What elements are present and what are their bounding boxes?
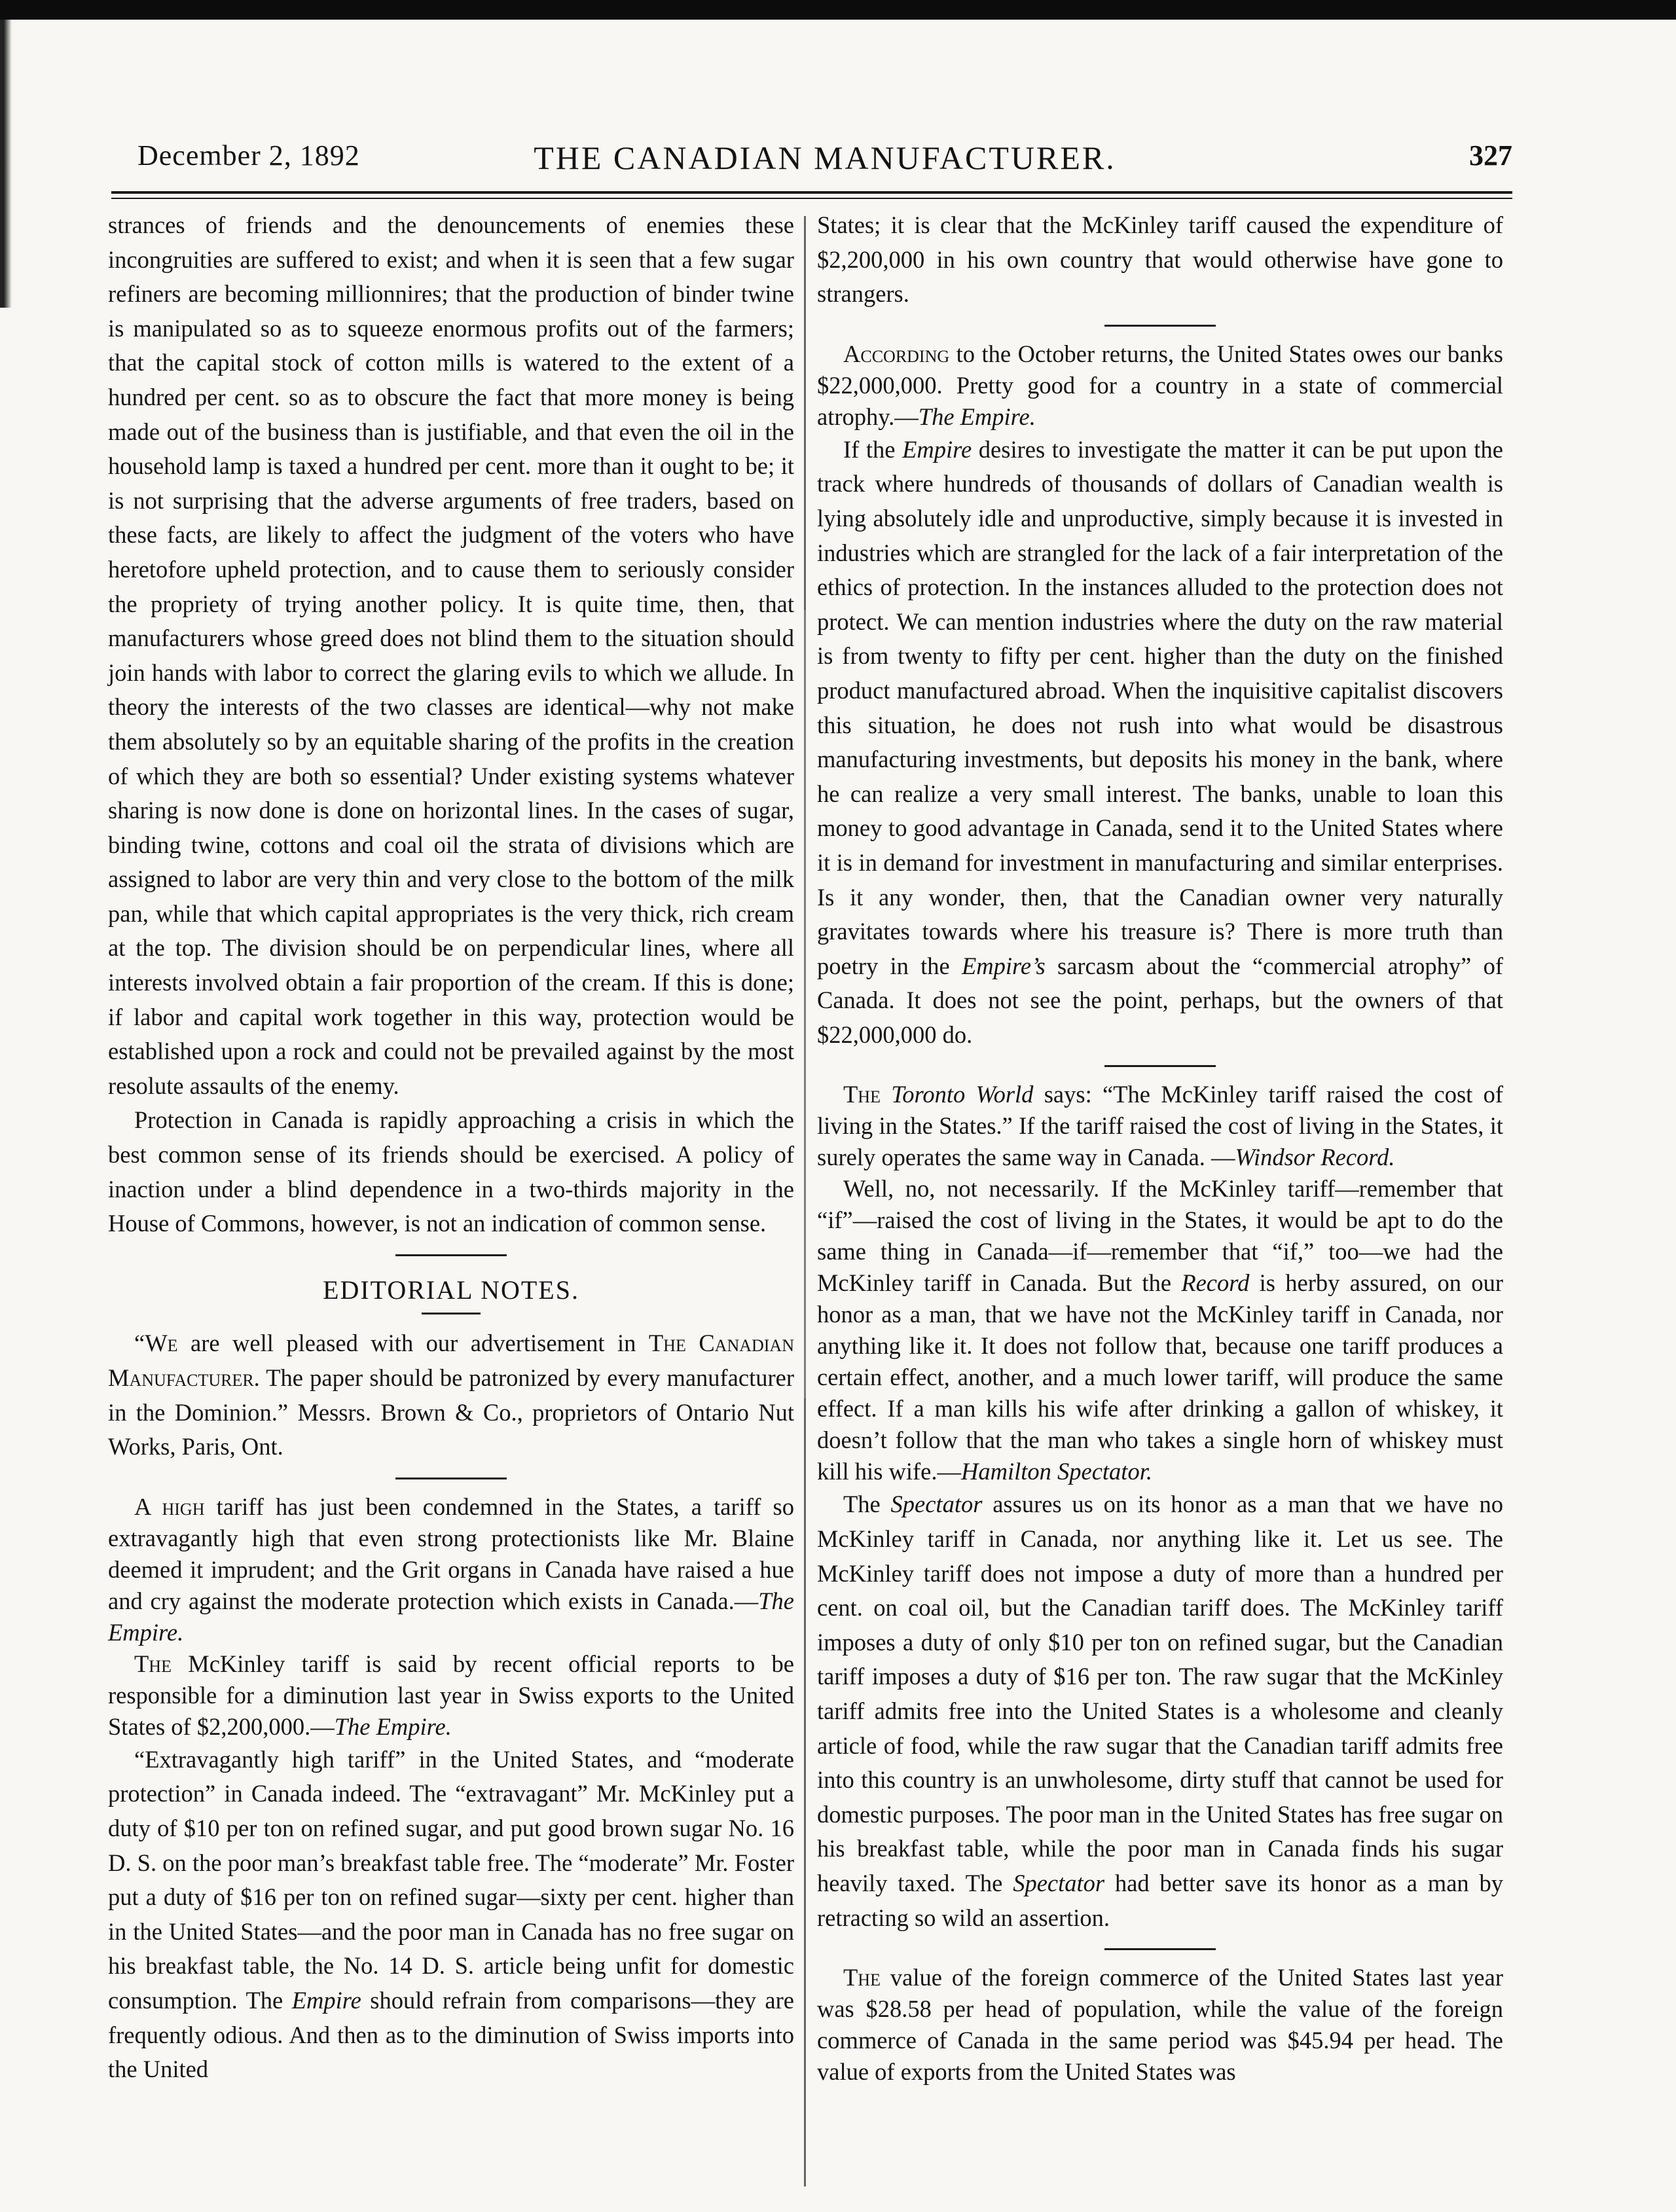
article-continuation: strances of friends and the denouncements of enemies these incongruities are suffered to exist; and when it is seen that a few sugar refiners are becoming millionnires; that the production of binder twine is manipulated so as to squeeze enormous profits out of the farmers; that the capital stock of cotton mills is watered to the extent of a hundred per cent. so as to obscure the fact that more money is being made out of the business than is justifiable, and that even the oil in the household lamp is taxed a hundred per cent. more than it ought to be; it is not surprising that the adverse arguments of free traders, based on these facts, are likely to affect the judgment of the voters who have heretofore upheld protection, and to cause them to seriously consider the propriety of trying another policy. It is quite time, then, that manufacturers whose greed does not blind them to the situation should join hands with labor to correct the glaring evils to which we allude. In theory the interests of the two classes are identical—why not make them absolutely so by an equitable sharing of the profits in the creation of which they are both so essential? Under existing systems whatever sharing is now done is done on horizontal lines. In the cases of sugar, binding twine, cottons and coal oil the strata of divisions which are assigned to labor are very thin and very close to the bottom of the milk pan, while that which capital appropriates is the very thick, rich cream at the top. The division should be on perpendicular lines, where all interests involved obtain a fair proportion of the cream. If this is done; if labor and capital work together in this way, protection would be established upon a rock and could not be prevailed against by the most resolute assaults of the enemy.	[108, 211, 794, 1099]
note-rule	[1104, 1065, 1216, 1067]
article-paragraph: Protection in Canada is rapidly approaching a crisis in which the best common sense of its friends should be exercised. A policy of inaction under a blind dependence in a two-thirds majority in the House of Commons, however, is not an indication of common sense.	[108, 1106, 794, 1237]
editorial-note: A high tariff has just been condemned in the States, a tariff so extravagantly high that even strong protectionists like Mr. Blaine deemed it imprudent; and the Grit organs in Canada have raised a hue and cry against the moderate protection which exists in Canada.—The Empire.	[108, 1493, 794, 1646]
publication-title: THE CANADIAN MANUFACTURER.	[534, 139, 1116, 176]
editorial-note: The McKinley tariff is said by recent official reports to be responsible for a diminution last year in Swiss exports to the United States of $2,200,000.—The Empire.	[108, 1650, 794, 1740]
source-citation: Windsor Record.	[1235, 1144, 1395, 1171]
editorial-note: If the Empire desires to investigate the matter it can be put upon the track where hundreds of thousands of dollars of Canadian wealth is lying absolutely idle and unproductive, simply because it is invested in industries which are strangled for the lack of a fair interpretation of the ethics of protection. In the instances alluded to the protection does not protect. We can mention industries where the duty on the raw material is from twenty to fifty per cent. higher than the duty on the finished product manufactured abroad. When the inquisitive capitalist discovers this situation, he does not rush into what would be disastrous manufacturing investments, but deposits his money in the bank, where he can realize a very small interest. The banks, unable to loan this money to good advantage in Canada, send it to the United States where it is in demand for investment in manufacturing and similar enterprises. Is it any wonder, then, that the Canadian owner very naturally gravitates towards where his treasure is? There is more truth than poetry in the Empire’s sarcasm about the “commercial atrophy” of Canada. It does not see the point, perhaps, but the owners of that $22,000,000 do.	[817, 435, 1503, 1048]
note-lead: The	[843, 1081, 881, 1108]
page-edge-shadow	[0, 20, 12, 308]
note-lead: “We	[134, 1330, 178, 1357]
column-divider	[804, 216, 806, 2186]
editorial-note: The Toronto World says: “The McKinley tariff raised the cost of living in the States.” If the tariff raised the cost of living in the States, it surely operates the same way in Canada. —Windsor Record.	[817, 1081, 1503, 1171]
issue-date: December 2, 1892	[137, 139, 360, 172]
editorial-note: Well, no, not necessarily. If the McKinley tariff—remember that “if”—raised the cost of living in the States, it would be apt to do the same thing in Canada—if—remember that “if,” too—we had the McKinley tariff in Canada. But the Record is herby assured, on our honor as a man, that we have not the McKinley tariff in Canada, nor anything like it. It does not follow that, because one tariff produces a certain effect, another, and a much lower tariff, will produce the same effect. If a man kills his wife after drinking a gallon of whiskey, it doesn’t follow that the man who takes a single horn of whiskey must kill his wife.—Hamilton Spectator.	[817, 1175, 1503, 1485]
heading-rule	[422, 1313, 481, 1315]
header-rule-top	[111, 191, 1512, 194]
right-column	[817, 208, 1503, 2088]
editorial-note: “We are well pleased with our advertisement in The Canadian Manufacturer. The paper should be patronized by every manufacturer in the Dominion.” Messrs. Brown & Co., proprietors of Ontario Nut Works, Paris, Ont.	[108, 1330, 794, 1460]
editorial-note: According to the October returns, the United States owes our banks $22,000,000. Pretty good for a country in a state of commercial atrophy.—The Empire.	[817, 340, 1503, 430]
header-rule-bottom	[111, 198, 1512, 199]
top-border-rule	[0, 0, 1676, 20]
note-lead: The	[134, 1650, 172, 1677]
editorial-note: The Spectator assures us on its honor as a man that we have no McKinley tariff in Canada, nor anything like it. Let us see. The McKinley tariff does not impose a duty of more than a hundred per cent. on coal oil, but the Canadian tariff does. The McKinley tariff imposes a duty of only $10 per ton on refined sugar, but the Canadian tariff imposes a duty of $16 per ton. The raw sugar that the McKinley tariff admits free into the United States is a wholesome and cleanly article of food, while the raw sugar that the Canadian tariff admits free into this country is an unwholesome, dirty stuff that cannot be used for domestic purposes. The poor man in the United States has free sugar on his breakfast table, while the poor man in Canada finds his sugar heavily taxed. The Spectator had better save its honor as a man by retracting so wild an assertion.	[817, 1491, 1503, 1931]
source-citation: The Empire.	[918, 403, 1036, 430]
note-rule	[395, 1478, 507, 1479]
source-citation: The Empire.	[108, 1587, 794, 1646]
section-rule	[395, 1254, 507, 1256]
note-continuation: States; it is clear that the McKinley tariff caused the expenditure of $2,200,000 in his own country that would otherwise have gone to strangers.	[817, 211, 1503, 308]
note-lead: The	[843, 1964, 881, 1991]
source-citation: Hamilton Spectator.	[961, 1458, 1152, 1485]
page-number: 327	[1469, 139, 1512, 172]
note-lead: A high	[134, 1493, 205, 1520]
running-header	[137, 139, 1512, 185]
note-rule	[1104, 325, 1216, 327]
editorial-note: “Extravagantly high tariff” in the United States, and “moderate protection” in Canada indeed. The “extravagant” Mr. McKinley put a duty of $10 per ton on refined sugar, and put good brown sugar No. 16 D. S. on the poor man’s breakfast table free. The “moderate” Mr. Foster put a duty of $16 per ton on refined sugar—sixty per cent. higher than in the United States—and the poor man in Canada has no free sugar on his breakfast table, the No. 14 D. S. article being unfit for domestic consumption. The Empire should refrain from comparisons—they are frequently odious. And then as to the diminution of Swiss imports into the United	[108, 1745, 794, 2083]
publication-name: The Canadian Manufacturer	[108, 1330, 794, 1391]
editorial-notes-heading: EDITORIAL NOTES.	[323, 1275, 579, 1305]
note-lead: According	[843, 340, 950, 367]
left-column	[108, 208, 794, 2087]
note-rule	[1104, 1948, 1216, 1950]
editorial-note: The value of the foreign commerce of the United States last year was $28.58 per head of population, while the value of the foreign commerce of Canada in the same period was $45.94 per head. The value of exports from the United States was	[817, 1964, 1503, 2086]
source-citation: The Empire.	[334, 1713, 452, 1740]
